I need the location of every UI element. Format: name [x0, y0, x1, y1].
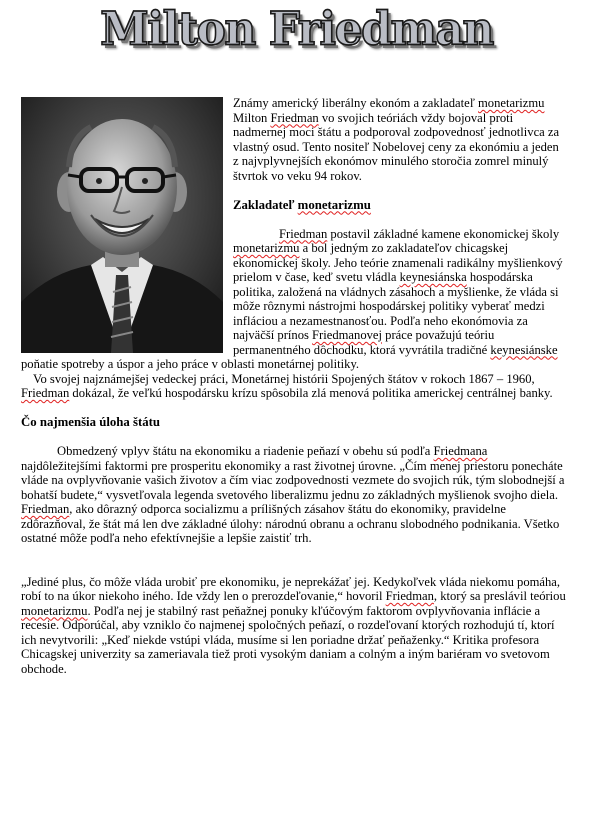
text-run: vo svojich teóriách vždy bojoval proti nadmernej moci štátu a podporoval zodpovednosť jednotlivca za vlastný osud. Tento nositeľ Nobelovej ceny za ekonómiu a jeden z najvplyvnejších ekonómov minulého storočia zomrel minulý štvrtok vo veku 94 rokov.: [233, 110, 560, 183]
text-run: postavil základné kamene ekonomickej školy: [327, 226, 560, 241]
text-run: Milton: [233, 110, 271, 125]
text-run: Čo najmenšia úloha štátu: [21, 415, 161, 429]
spellcheck-word: Friedman: [279, 226, 328, 241]
text-run: poňatie spotreby a úspor a jeho práce v oblasti monetárnej politiky.: [21, 357, 360, 371]
text-run: . Podľa nej je stabilný rast peňažnej ponuky kľúčovým faktorom ovplyvňovania inflácie a recesie. Odporúčal, aby vzniklo čo najmenej spoločných peňazí, o rozdeľovaní ktorých rozhodujú tí, ktorí ich nevytvorili: „Keď niekde vstúpi vláda, musíme si len poriadne držať peňaženky.“ Kritika profesora Chicagskej univerzity sa zameriavala tiež proti vysokým daniam a colným a iným bariéram vo svetovom obchode.: [21, 603, 555, 676]
spellcheck-word: monetarizmu: [478, 96, 545, 110]
spellcheck-word: Friedman: [21, 502, 70, 516]
section-heading-state: [21, 415, 567, 430]
text-run: Známy americký liberálny ekonóm a zakladateľ: [233, 96, 478, 110]
text-run: , ako dôrazný odporca socializmu a prílišných zásahov štátu do ekonomiky, pravidelne zdôrazňoval, že štát má len dve základné úlohy: národnú obranu a ochranu slobodného podnikania. Všetko ostatné môže podľa neho efektívnejšie a lepšie zaistiť trh.: [21, 502, 560, 545]
spellcheck-word: monetarizmu: [21, 603, 88, 618]
spellcheck-word: Friedmanovej: [312, 328, 382, 342]
text-run: dokázal, že veľkú hospodársku krízu spôsobila zlá menová politika americkej centrálnej banky.: [69, 386, 553, 400]
spellcheck-word: Friedmana: [433, 444, 488, 458]
text-run: , ktorý sa preslávil teóriou: [433, 589, 566, 603]
text-run: Zakladateľ: [233, 197, 298, 212]
photo-spacer: [21, 96, 223, 354]
text-run: najdôležitejšími faktormi pre prosperitu ekonomiky a rast životnej úrovne. „Čím menej priestoru ponecháte vláde na ovplyvňovanie vašich životov a čím viac zodpovednosti vezmete do svojich rúk, tým slobodnejší a bohatší budete,“ vysvetľovala legenda svetového liberalizmu jednu zo základných myšlienok svojho diela.: [21, 458, 565, 502]
spellcheck-word: monetarizmu: [297, 197, 371, 212]
text-run: Obmedzený vplyv štátu na ekonomiku a riadenie peňazí v obehu sú podľa: [57, 444, 434, 458]
spellcheck-word: keynesiánska: [399, 270, 467, 284]
quote-paragraph: [21, 575, 567, 677]
text-run: hospodárska politika, založená na vládnych zásahoch a myšlienke, že vláda si môže rôznymi nástrojmi hospodárskej politiky vyberať medzi infláciou a nezamestnanosťou. Podľa neho ekonómovia za najväčší prínos: [233, 270, 559, 342]
state-paragraph: [21, 444, 567, 546]
article-body: [21, 96, 567, 676]
text-run: práce považujú teóriu permanentného dôchodku, ktorá vyvrátila tradičné: [233, 328, 495, 357]
history-paragraph: [21, 372, 567, 401]
text-run: a bol jedným zo zakladateľov chicagskej ekonomickej školy. Jeho teórie znamenali radikálny myšlienkový prielom v čase, keď svetu vládla: [233, 241, 563, 284]
spellcheck-word: keynesiánske: [490, 342, 558, 357]
page-title: Milton Friedman: [100, 2, 493, 57]
spellcheck-word: monetarizmu: [233, 241, 300, 255]
spellcheck-word: Friedman: [21, 386, 70, 400]
text-run: Vo svojej najznámejšej vedeckej práci, Monetárnej histórii Spojených štátov v rokoch 1867 – 1960,: [33, 371, 535, 386]
text-run: „Jediné plus, čo môže vláda urobiť pre ekonomiku, je neprekážať jej. Kedykoľvek vláda niekomu pomáha, robí to na úkor niekoho iného. Ide vždy len o prerozdeľovanie,“ hovoril: [21, 574, 561, 603]
spellcheck-word: Friedman: [385, 589, 434, 603]
spellcheck-word: Friedman: [270, 110, 319, 125]
